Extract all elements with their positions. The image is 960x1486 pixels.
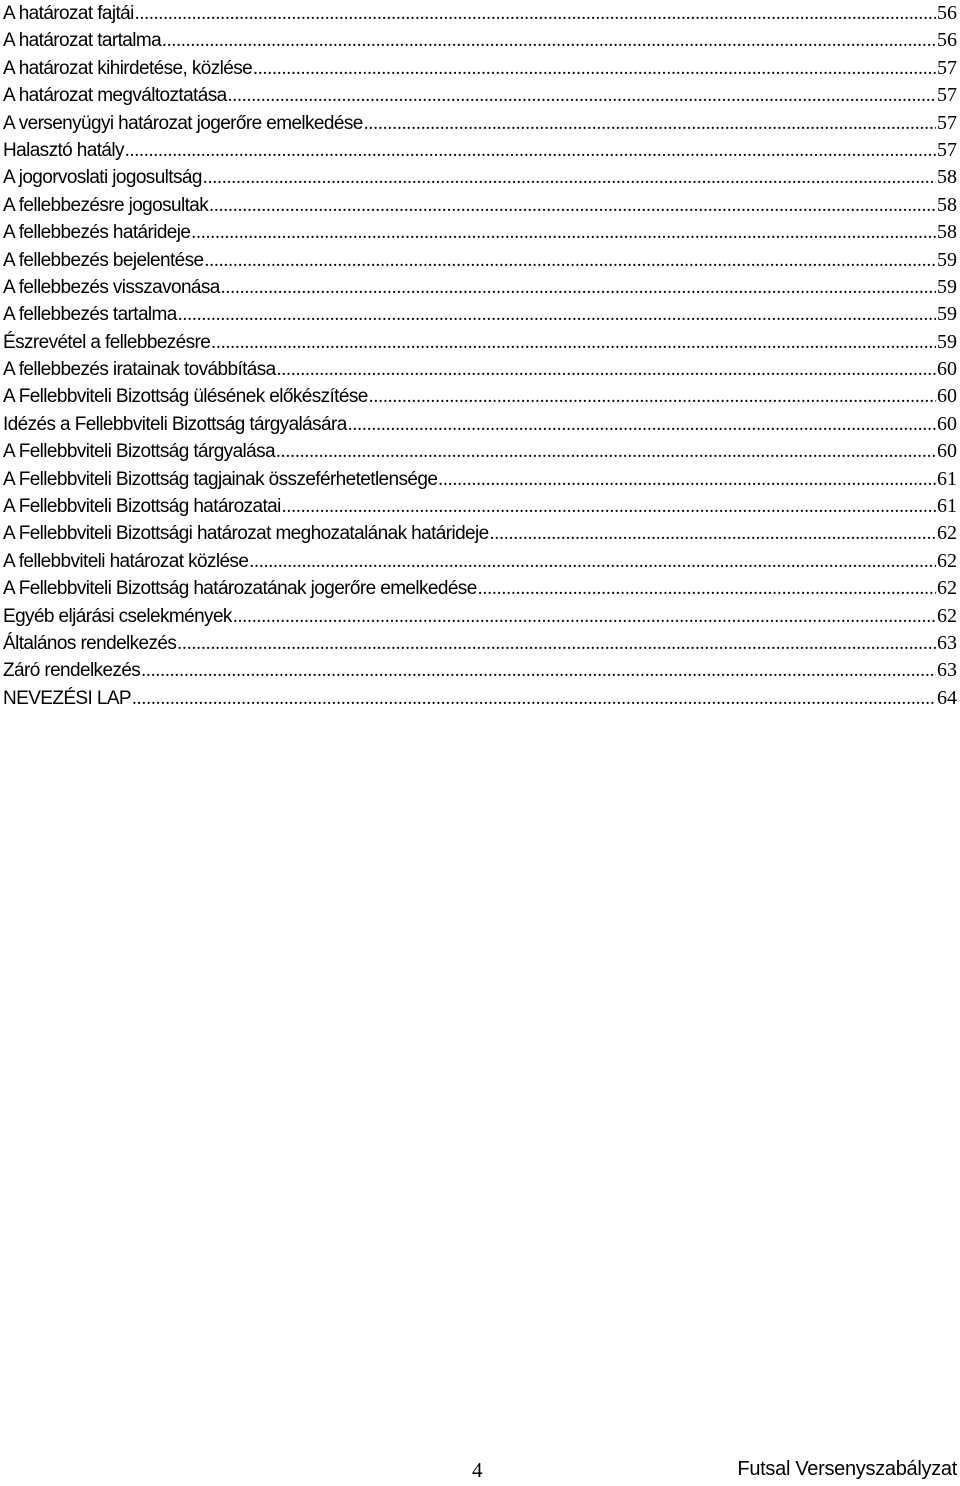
toc-dot-leader xyxy=(276,438,936,465)
toc-entry-page: 60 xyxy=(937,358,957,381)
toc-entry-title: A fellebbezés visszavonása xyxy=(3,276,220,298)
toc-dot-leader xyxy=(162,27,936,54)
toc-entry-title: A fellebbezésre jogosultak xyxy=(3,194,209,216)
toc-entry-page: 56 xyxy=(937,2,957,24)
footer-document-title: Futsal Versenyszabályzat xyxy=(737,1458,957,1480)
toc-entry-title: A Fellebbviteli Bizottság határozatai xyxy=(3,496,281,518)
toc-entry-page: 63 xyxy=(937,659,957,682)
table-of-contents xyxy=(3,0,957,712)
toc-entry[interactable] xyxy=(3,192,957,219)
toc-entry-page: 60 xyxy=(937,412,957,435)
toc-entry-title: A fellebbezés iratainak továbbítása xyxy=(3,359,276,381)
toc-entry[interactable] xyxy=(3,438,957,465)
toc-entry-page: 62 xyxy=(937,549,957,572)
toc-entry[interactable] xyxy=(3,27,957,54)
toc-entry-title: A határozat megváltoztatása xyxy=(3,85,227,107)
toc-entry-title: A jogorvoslati jogosultság xyxy=(3,167,202,189)
toc-entry[interactable] xyxy=(3,219,957,246)
toc-dot-leader xyxy=(135,0,936,27)
toc-dot-leader xyxy=(490,520,936,547)
toc-entry-title: Észrevétel a fellebbezésre xyxy=(3,331,211,353)
toc-dot-leader xyxy=(132,685,936,712)
toc-entry-page: 58 xyxy=(937,193,957,216)
toc-dot-leader xyxy=(177,630,936,657)
toc-entry[interactable] xyxy=(3,630,957,657)
toc-entry-page: 57 xyxy=(937,84,957,107)
toc-entry-page: 61 xyxy=(937,467,957,490)
toc-entry-title: Egyéb eljárási cselekmények xyxy=(3,605,232,627)
toc-entry-title: A fellebbviteli határozat közlése xyxy=(3,550,249,572)
toc-entry-title: A Fellebbviteli Bizottság határozatának jogerőre emelkedése xyxy=(3,578,477,600)
toc-entry[interactable] xyxy=(3,356,957,383)
toc-entry-title: A versenyügyi határozat jogerőre emelkedése xyxy=(3,112,363,134)
toc-entry-page: 56 xyxy=(937,29,957,52)
toc-entry[interactable] xyxy=(3,247,957,274)
toc-entry[interactable] xyxy=(3,274,957,301)
toc-entry[interactable] xyxy=(3,110,957,137)
toc-entry-title: A fellebbezés határideje xyxy=(3,222,191,244)
toc-dot-leader xyxy=(141,657,936,684)
toc-dot-leader xyxy=(249,548,936,575)
toc-entry-page: 62 xyxy=(937,577,957,600)
toc-entry-title: A fellebbezés bejelentése xyxy=(3,249,204,271)
toc-entry[interactable] xyxy=(3,685,957,712)
toc-dot-leader xyxy=(205,247,937,274)
toc-entry-page: 57 xyxy=(937,111,957,134)
toc-entry[interactable] xyxy=(3,329,957,356)
toc-entry[interactable] xyxy=(3,301,957,328)
toc-entry-title: NEVEZÉSI LAP xyxy=(3,687,131,709)
toc-dot-leader xyxy=(253,55,936,82)
toc-entry-page: 63 xyxy=(937,631,957,654)
toc-entry[interactable] xyxy=(3,548,957,575)
toc-entry-title: Halasztó hatály xyxy=(3,139,124,161)
toc-entry[interactable] xyxy=(3,137,957,164)
toc-entry[interactable] xyxy=(3,383,957,410)
toc-entry-page: 60 xyxy=(937,440,957,463)
toc-dot-leader xyxy=(178,301,936,328)
toc-entry[interactable] xyxy=(3,164,957,191)
toc-entry[interactable] xyxy=(3,411,957,438)
toc-dot-leader xyxy=(221,274,936,301)
toc-entry-page: 57 xyxy=(937,138,957,161)
toc-entry[interactable] xyxy=(3,55,957,82)
toc-entry-page: 58 xyxy=(937,221,957,244)
toc-dot-leader xyxy=(211,329,936,356)
toc-entry-page: 62 xyxy=(937,604,957,627)
toc-entry-page: 57 xyxy=(937,56,957,79)
toc-entry[interactable] xyxy=(3,493,957,520)
toc-entry-title: A Fellebbviteli Bizottság tárgyalása xyxy=(3,441,276,463)
toc-entry[interactable] xyxy=(3,520,957,547)
toc-entry-page: 59 xyxy=(937,303,957,326)
toc-entry[interactable] xyxy=(3,657,957,684)
toc-entry-page: 61 xyxy=(937,495,957,518)
toc-dot-leader xyxy=(478,575,936,602)
toc-entry[interactable] xyxy=(3,575,957,602)
toc-dot-leader xyxy=(209,192,936,219)
toc-dot-leader xyxy=(277,356,936,383)
toc-dot-leader xyxy=(233,603,936,630)
toc-dot-leader xyxy=(125,137,936,164)
toc-dot-leader xyxy=(191,219,936,246)
toc-entry-title: A Fellebbviteli Bizottság tagjainak összeférhetetlensége xyxy=(3,468,438,490)
toc-dot-leader xyxy=(282,493,936,520)
toc-entry-title: A Fellebbviteli Bizottsági határozat meghozatalának határideje xyxy=(3,523,489,545)
toc-entry-page: 59 xyxy=(937,248,957,271)
footer-page-number: 4 xyxy=(472,1458,483,1482)
toc-entry[interactable] xyxy=(3,466,957,493)
toc-dot-leader xyxy=(364,110,936,137)
toc-dot-leader xyxy=(228,82,936,109)
toc-entry-title: A határozat kihirdetése, közlése xyxy=(3,57,253,79)
toc-entry-page: 59 xyxy=(937,275,957,298)
toc-entry-title: Záró rendelkezés xyxy=(3,660,141,682)
toc-entry-title: Általános rendelkezés xyxy=(3,632,177,654)
toc-entry-page: 64 xyxy=(937,686,957,709)
toc-entry[interactable] xyxy=(3,82,957,109)
toc-entry-title: Idézés a Fellebbviteli Bizottság tárgyalására xyxy=(3,413,347,435)
toc-entry-page: 58 xyxy=(937,166,957,189)
toc-entry-title: A fellebbezés tartalma xyxy=(3,304,177,326)
toc-dot-leader xyxy=(348,411,936,438)
toc-entry-page: 59 xyxy=(937,330,957,353)
toc-dot-leader xyxy=(438,466,936,493)
toc-entry[interactable] xyxy=(3,0,957,27)
toc-entry-page: 60 xyxy=(937,385,957,408)
toc-entry-page: 62 xyxy=(937,522,957,545)
toc-entry-title: A határozat fajtái xyxy=(3,3,134,24)
toc-dot-leader xyxy=(203,164,936,191)
toc-entry-title: A határozat tartalma xyxy=(3,30,162,52)
toc-dot-leader xyxy=(369,383,936,410)
toc-entry[interactable] xyxy=(3,603,957,630)
toc-entry-title: A Fellebbviteli Bizottság ülésének előkészítése xyxy=(3,386,368,408)
